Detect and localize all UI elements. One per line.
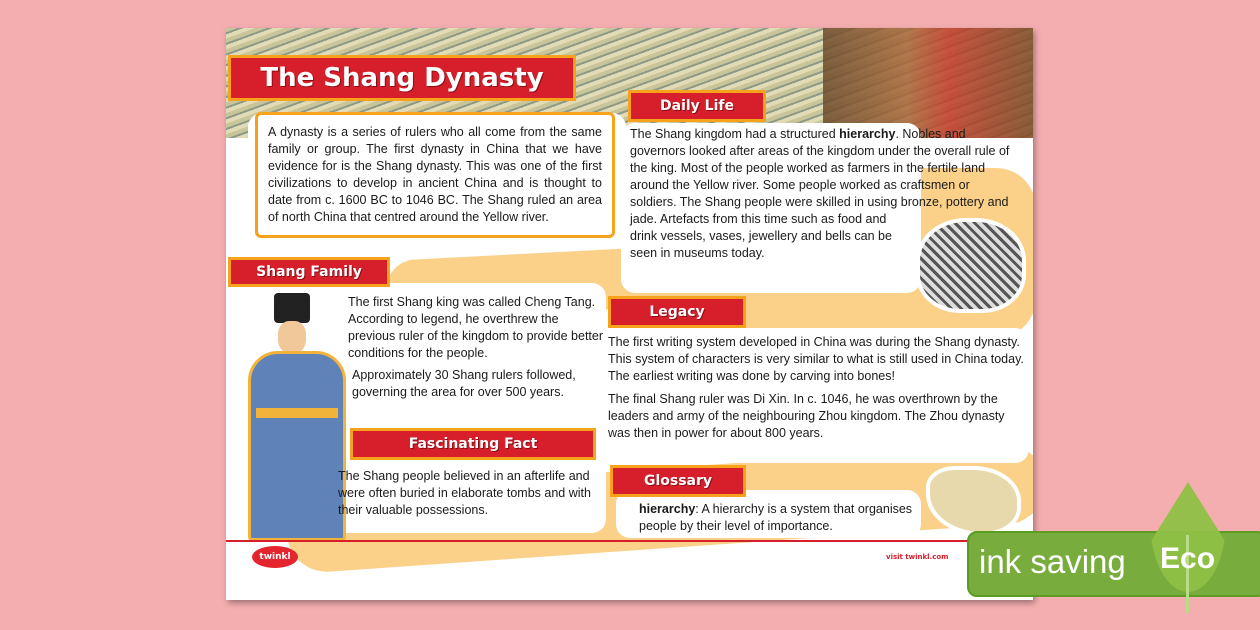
daily-life-heading: Daily Life (628, 90, 766, 122)
shang-family-p1: The first Shang king was called Cheng Tang. According to legend, he overthrew the previous ruler of the kingdom to provide better conditions for the people. (348, 295, 603, 360)
shang-family-text (348, 294, 603, 401)
page-title: The Shang Dynasty (228, 55, 576, 101)
glossary-heading: Glossary (610, 465, 746, 497)
eco-label: Eco (1160, 542, 1216, 575)
glossary-entry: hierarchy: A hierarchy is a system that organises people by their level of importance. (639, 502, 913, 533)
cheng-tang-figure (248, 293, 346, 543)
legacy-text (608, 334, 1026, 442)
shang-family-heading: Shang Family (228, 257, 390, 287)
fascinating-fact-text: The Shang people believed in an afterlife and were often buried in elaborate tombs and with their valuable possessions. (338, 469, 591, 517)
daily-life-text: The Shang kingdom had a structured hierarchy. Nobles and governors looked after areas of the kingdom under the overall rule of the king. Most of the people worked as farmers in the fertile land around the Yellow river. Some people worked as craftsmen or soldiers. The Shang people were skilled in using bronze, pottery and jade. Artefacts from this time such as food and drink vessels, vases, jewellery and bells can be seen in museums today. (630, 127, 1010, 260)
horsemen-illustration (823, 28, 1033, 138)
legacy-heading: Legacy (608, 296, 746, 328)
twinkl-logo[interactable]: twinkl (252, 546, 298, 568)
legacy-p1: The first writing system developed in China was during the Shang dynasty. This system of characters is very similar to what is still used in China today. The earliest writing was done by carving into bones! (608, 335, 1024, 383)
footer-divider (226, 540, 1033, 542)
fascinating-fact-heading: Fascinating Fact (350, 428, 596, 460)
legacy-p2: The final Shang ruler was Di Xin. In c. 1046, he was overthrown by the leaders and army of the neighbouring Zhou kingdom. The Zhou dynasty was then in power for about 800 years. (608, 392, 1005, 440)
ink-saving-label: ink saving (979, 543, 1126, 580)
intro-box: A dynasty is a series of rulers who all come from the same family or group. The first dynasty in China that we have evidence for is the Shang dynasty. This was one of the first civilizations to develop in ancient China and is thought to date from c. 1600 BC to 1046 BC. The Shang ruled an area of north China that centred around the Yellow river. (255, 112, 615, 238)
shang-dynasty-poster (226, 28, 1033, 600)
shang-family-p2: Approximately 30 Shang rulers followed, governing the area for over 500 years. (352, 368, 576, 399)
twinkl-link[interactable]: visit twinkl.com (886, 553, 949, 561)
